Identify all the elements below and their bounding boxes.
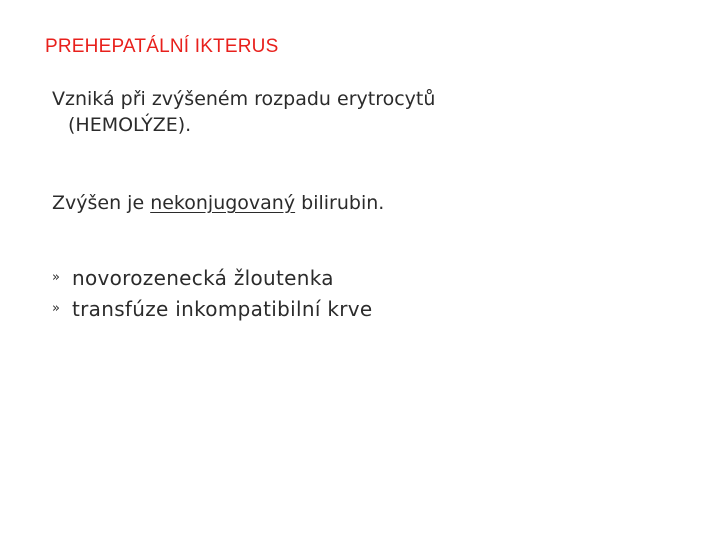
paragraph-hemolysis: [52, 86, 435, 138]
chevron-double-icon: »: [52, 270, 60, 285]
chevron-double-icon: »: [52, 301, 60, 316]
paragraph-bilirubin: [52, 190, 384, 216]
slide-title: PREHEPATÁLNÍ IKTERUS: [45, 36, 279, 57]
underlined-term: nekonjugovaný: [150, 192, 296, 214]
list-item: [52, 262, 373, 293]
bullet-text: novorozenecká žloutenka: [72, 265, 334, 290]
paragraph-line-1: Vzniká při zvýšeném rozpadu erytrocytů: [52, 88, 436, 110]
paragraph-bilirubin-after: bilirubin.: [295, 192, 385, 214]
bullet-list: [52, 262, 373, 324]
list-item: [52, 293, 373, 324]
bullet-text: transfúze inkompatibilní krve: [72, 296, 373, 321]
paragraph-bilirubin-before: Zvýšen je: [52, 192, 151, 214]
paragraph-line-2: (HEMOLÝZE).: [68, 114, 192, 136]
